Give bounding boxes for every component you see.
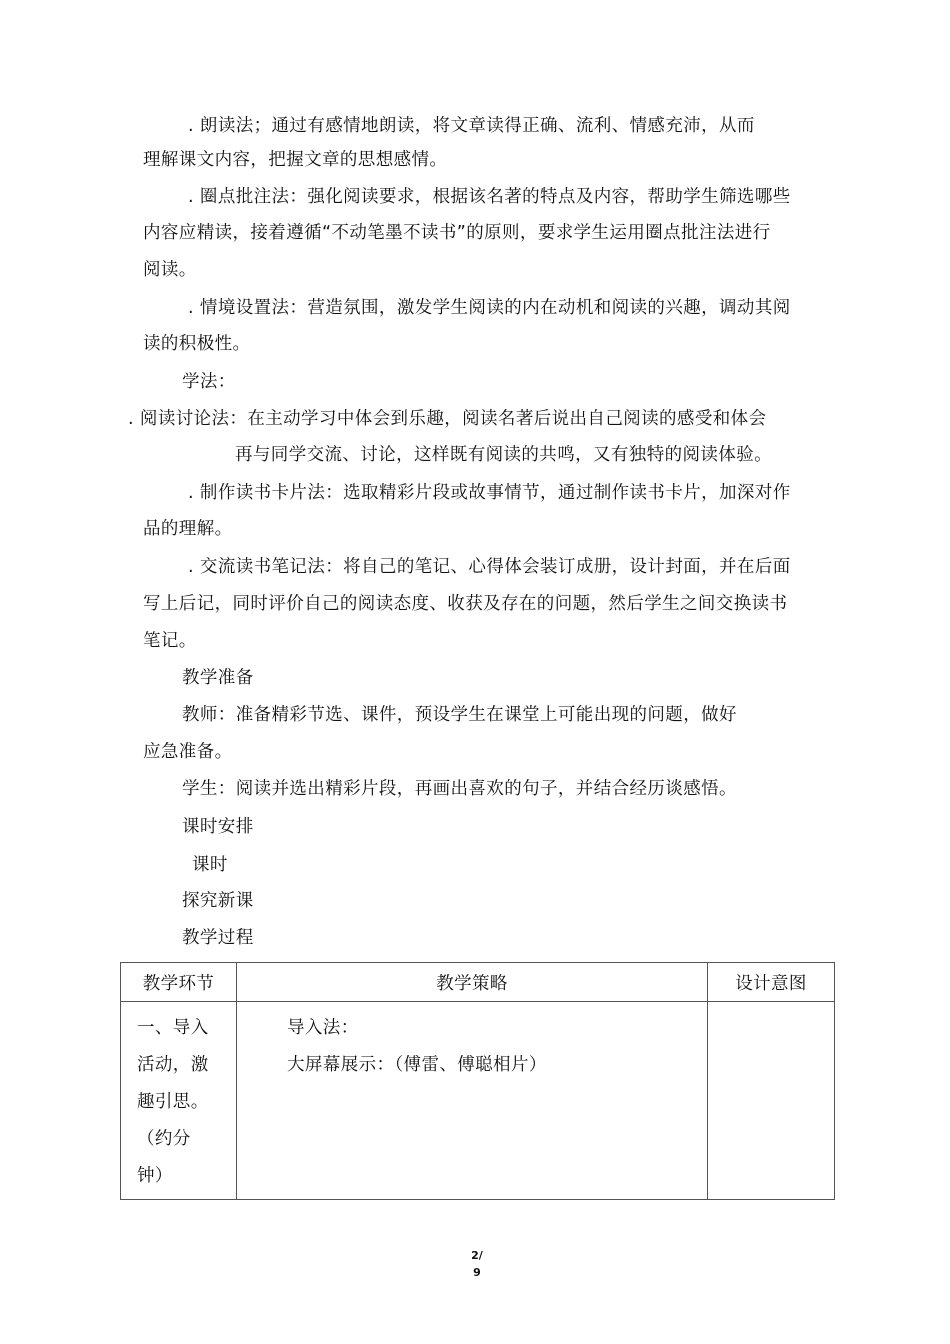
stage-line: 一、导入 bbox=[137, 1018, 209, 1038]
text-line: 阅读。 bbox=[143, 260, 197, 280]
stage-cell bbox=[121, 1002, 237, 1200]
text-line: 品的理解。 bbox=[143, 519, 233, 539]
text-line: 课时 bbox=[192, 855, 228, 875]
text-line: 写上后记，同时评价自己的阅读态度、收获及存在的问题，然后学生之间交换读书 bbox=[143, 594, 788, 614]
page-number-current: 2/ bbox=[471, 1249, 483, 1262]
stage-line: 钟） bbox=[137, 1166, 173, 1186]
section-heading: 学法： bbox=[182, 372, 236, 392]
section-heading: 教学过程 bbox=[182, 928, 254, 948]
section-heading: 课时安排 bbox=[182, 817, 254, 837]
text-line: 读的积极性。 bbox=[143, 334, 251, 354]
stage-line: （约分 bbox=[137, 1129, 191, 1149]
page-number-total: 9 bbox=[473, 1266, 481, 1279]
table-header-row bbox=[121, 963, 835, 1002]
text-line: 理解课文内容，把握文章的思想感情。 bbox=[143, 150, 448, 170]
text-line: . 阅读讨论法：在主动学习中体会到乐趣，阅读名著后说出自己阅读的感受和体会 bbox=[128, 409, 767, 429]
column-header-stage: 教学环节 bbox=[121, 963, 237, 1002]
stage-line: 活动，激 bbox=[137, 1055, 209, 1075]
strategy-line: 导入法： bbox=[287, 1018, 359, 1038]
section-heading: 教学准备 bbox=[182, 668, 254, 688]
section-heading: 探究新课 bbox=[182, 891, 254, 911]
text-line: . 制作读书卡片法：选取精彩片段或故事情节，通过制作读书卡片，加深对作 bbox=[188, 483, 791, 503]
stage-line: 趣引思。 bbox=[137, 1092, 209, 1112]
text-line: 再与同学交流、讨论，这样既有阅读的共鸣，又有独特的阅读体验。 bbox=[235, 445, 772, 465]
text-line: 学生：阅读并选出精彩片段，再画出喜欢的句子，并结合经历谈感悟。 bbox=[182, 779, 737, 799]
table-row bbox=[121, 1002, 835, 1200]
strategy-cell bbox=[237, 1002, 708, 1200]
text-line: 教师：准备精彩节选、课件，预设学生在课堂上可能出现的问题，做好 bbox=[182, 705, 737, 725]
teaching-process-table bbox=[120, 962, 835, 1200]
text-line: . 圈点批注法：强化阅读要求，根据该名著的特点及内容，帮助学生筛选哪些 bbox=[188, 187, 791, 207]
page-number bbox=[467, 1247, 487, 1281]
column-header-strategy: 教学策略 bbox=[237, 963, 708, 1002]
text-line: 应急准备。 bbox=[143, 742, 233, 762]
text-line: . 情境设置法：营造氛围，激发学生阅读的内在动机和阅读的兴趣，调动其阅 bbox=[188, 298, 791, 318]
text-line: 笔记。 bbox=[143, 631, 197, 651]
text-line: . 交流读书笔记法：将自己的笔记、心得体会装订成册，设计封面，并在后面 bbox=[188, 557, 791, 577]
column-header-intent: 设计意图 bbox=[708, 963, 835, 1002]
strategy-line: 大屏幕展示：（傅雷、傅聪相片） bbox=[287, 1055, 547, 1075]
text-line: . 朗读法；通过有感情地朗读，将文章读得正确、流利、情感充沛，从而 bbox=[188, 116, 755, 136]
text-line: 内容应精读，接着遵循“不动笔墨不读书”的原则，要求学生运用圈点批注法进行 bbox=[143, 223, 771, 243]
intent-cell bbox=[708, 1002, 835, 1200]
